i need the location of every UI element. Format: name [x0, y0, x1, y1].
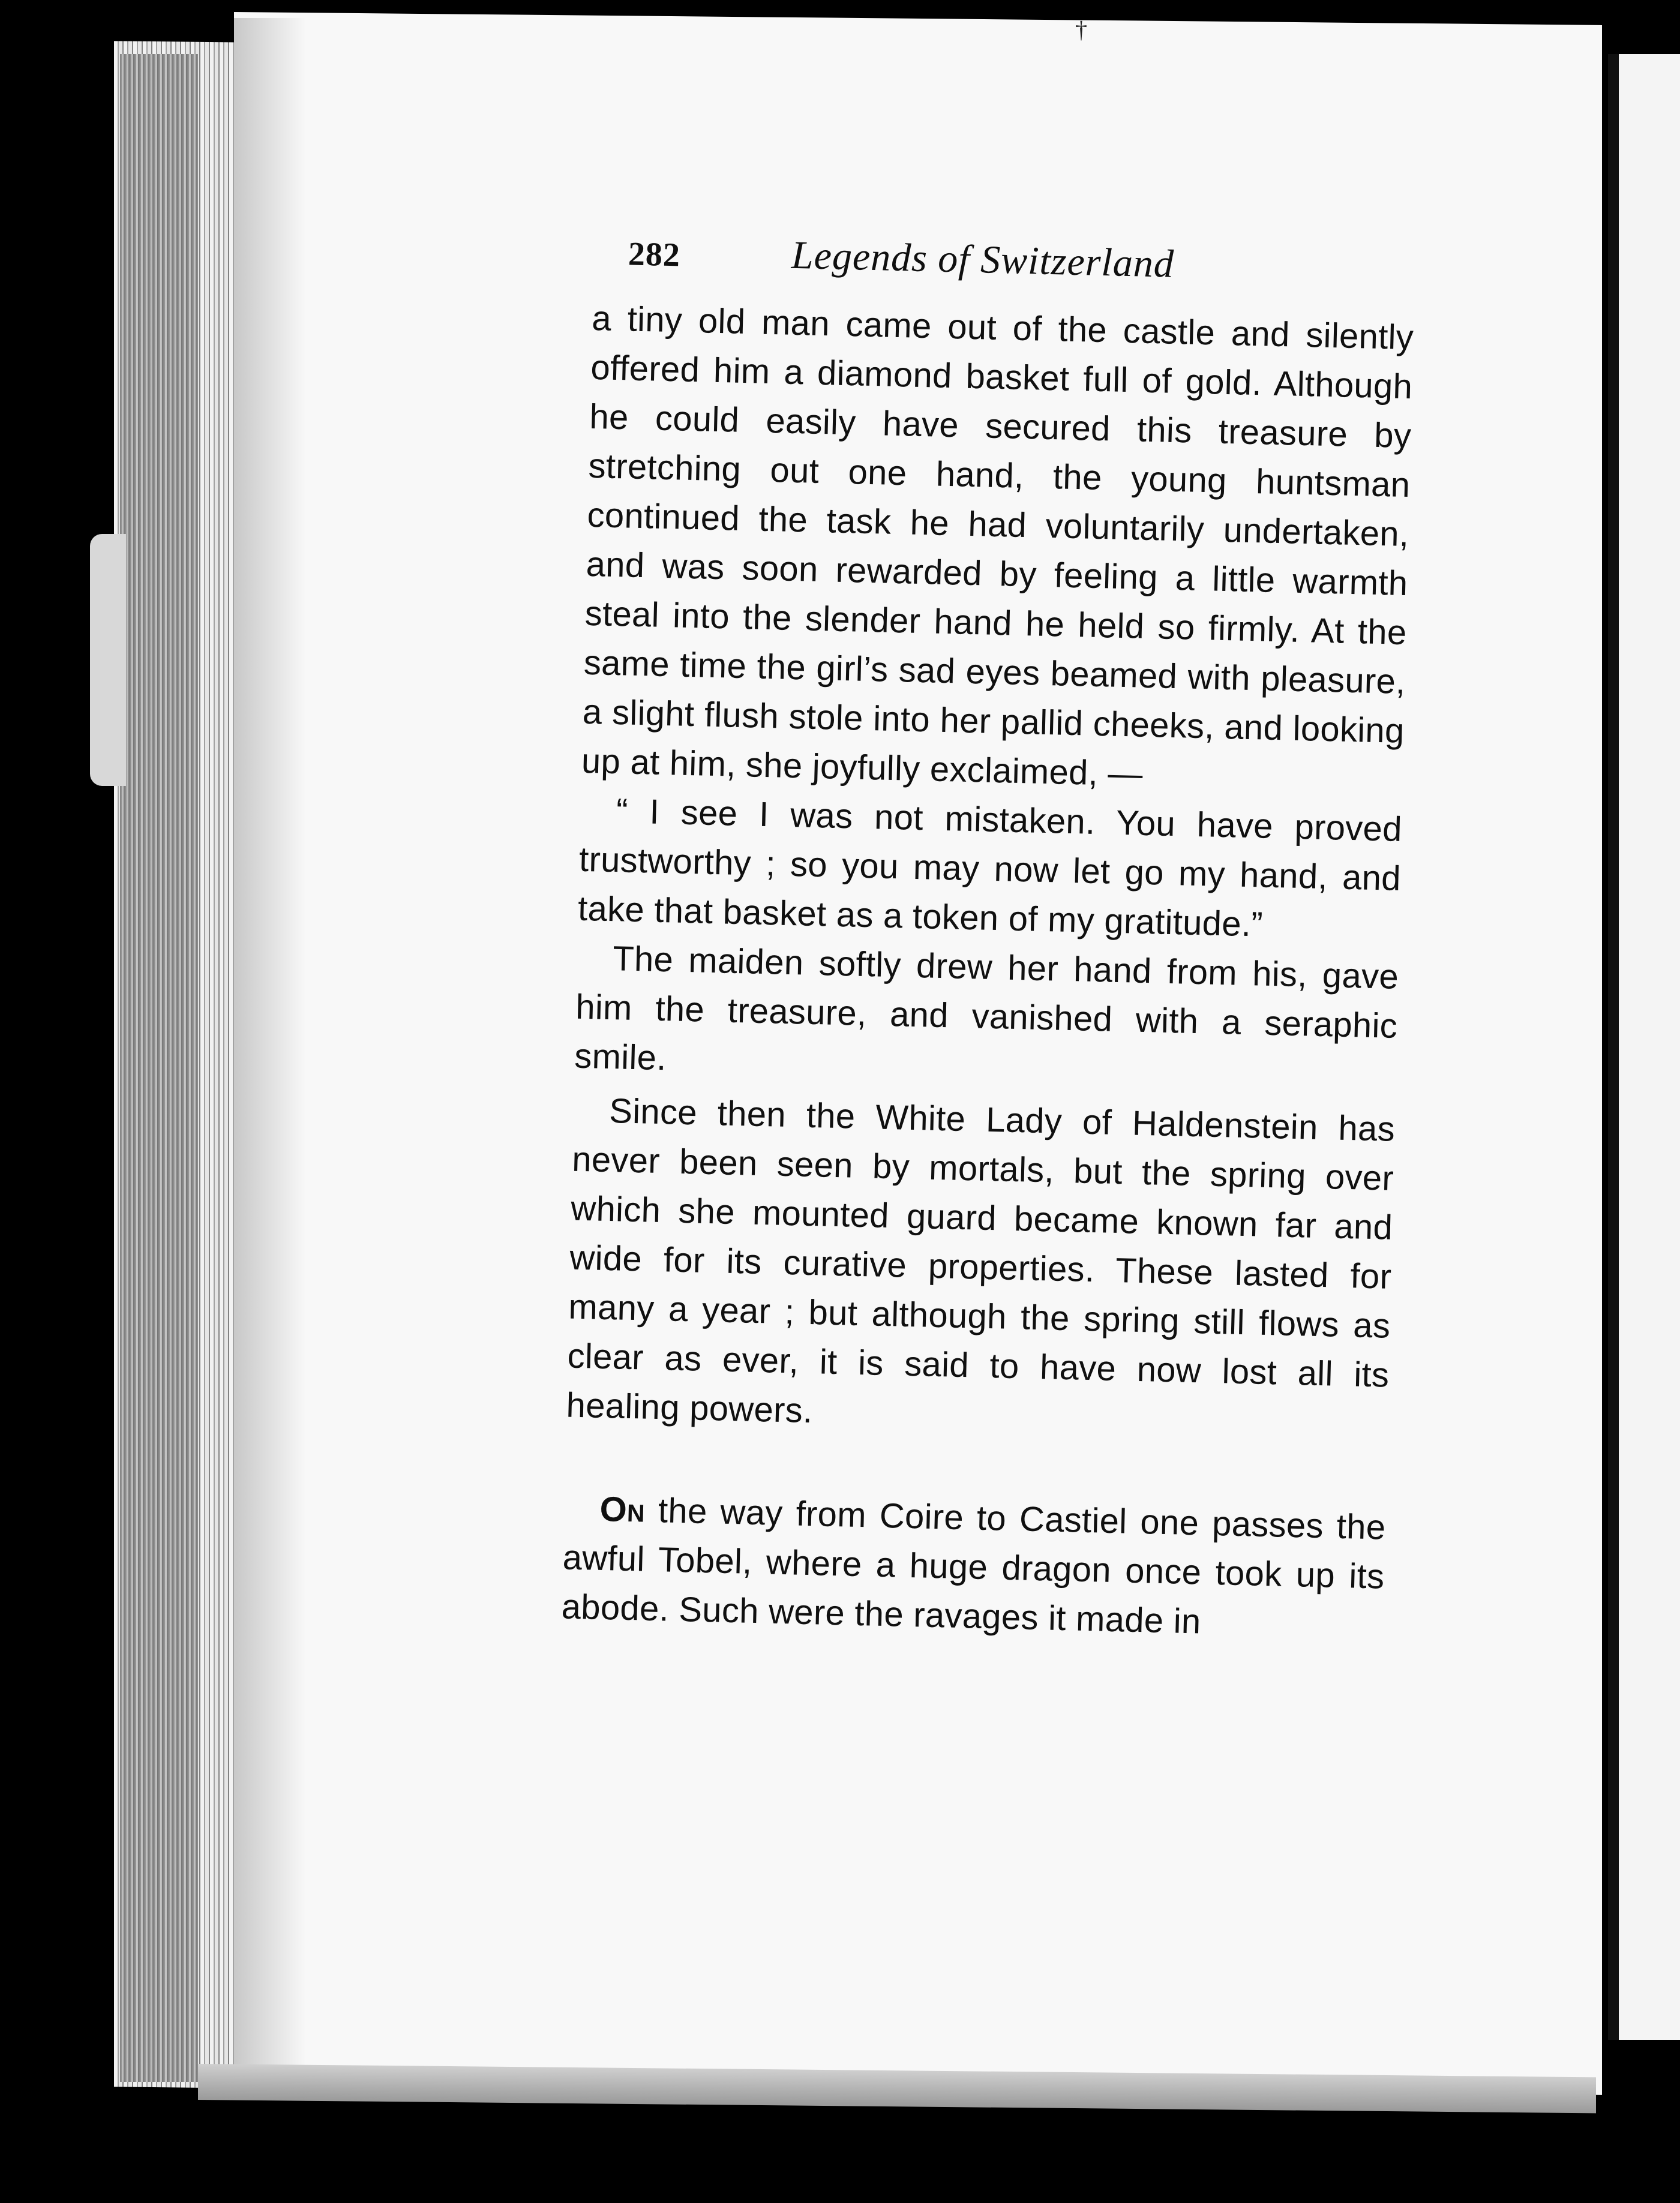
top-mark: † — [1075, 16, 1087, 43]
gutter-shadow — [234, 18, 306, 2082]
facing-page-fragment — [1608, 54, 1680, 2040]
section-paragraph-text: the way from Coire to Castiel one passes the awful Tobel, where a huge dragon once took up its abode. Such were the ravages it made in — [561, 1490, 1387, 1641]
body-text — [561, 294, 1414, 1651]
paragraph: a tiny old man came out of the castle and silently offered him a diamond basket full of gold. Although he could easily have secured this treasure by stretching out one hand, the young huntsman continued the task he had voluntarily undertaken, and was soon rewarded by feeling a little warmth steal into the slender hand he held so firmly. At the same time the girl’s sad eyes beamed with pleasure, a slight flush stole into her pallid cheeks, and looking up at him, she joyfully exclaimed, — — [581, 298, 1414, 794]
page-number: 282 — [628, 235, 681, 274]
text-block — [561, 228, 1416, 1651]
section-lead-word: On — [599, 1489, 646, 1530]
paragraph: Since then the White Lady of Haldenstein has never been seen by mortals, but the spring over which she mounted guard became known far and wide for its curative properties. These lasted for many a year ; but although the spring still flows as clear as ever, it is said to have now lost all its healing powers. — [565, 1091, 1396, 1431]
page-edge-tab — [90, 534, 126, 786]
paragraph: The maiden softly drew her hand from his, gave him the treasure, and vanished with a seraphic smile. — [574, 939, 1399, 1078]
section-paragraph — [561, 1484, 1386, 1650]
paragraph: “ I see I was not mistaken. You have proved trustworthy ; so you may now let go my hand, and take that basket as a token of my gratitude.” — [577, 791, 1403, 944]
running-title: Legends of Switzerland — [791, 233, 1175, 286]
page-edges-shadow — [120, 54, 198, 2082]
